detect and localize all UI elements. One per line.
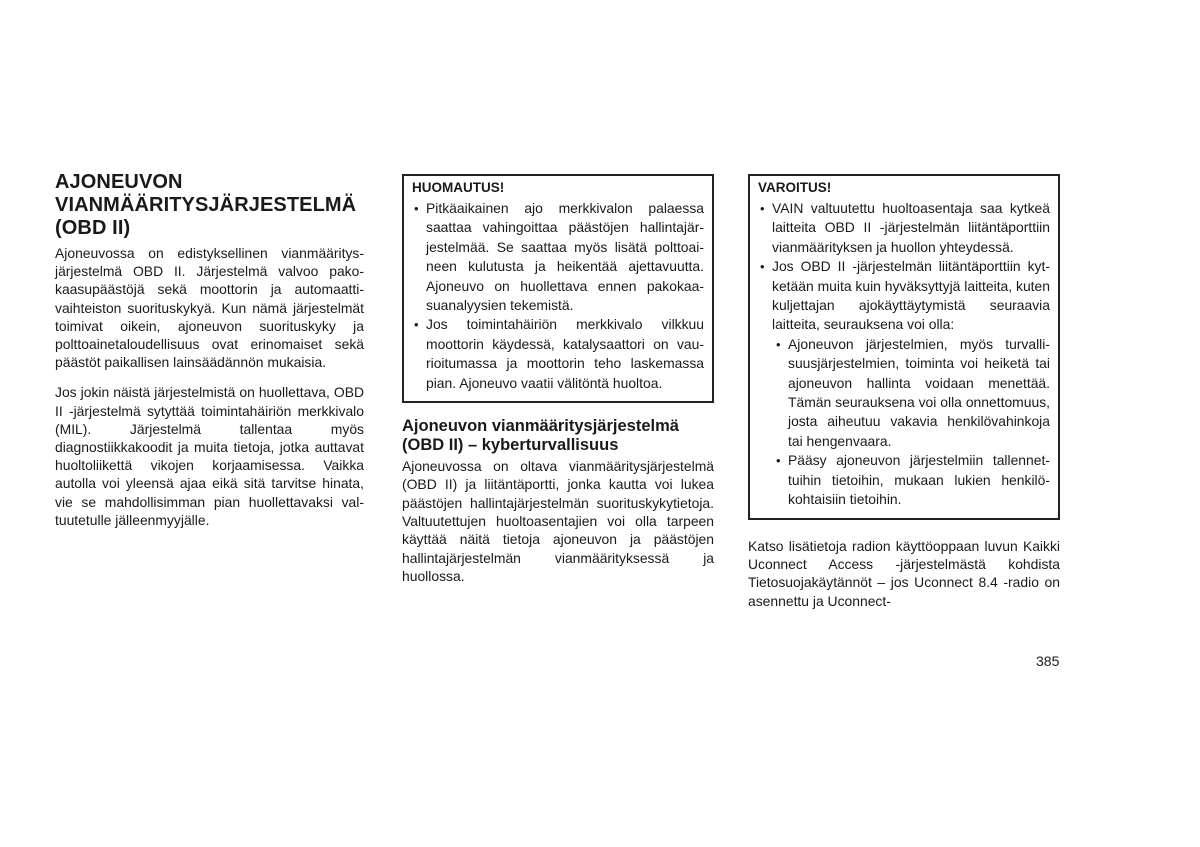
list-item-text: Jos toimintahäiriön merkkivalo vilkkuu moottorin käydessä, katalysaattori on vaurioitumassa ja moottorin teho laskemassa pian. Ajoneuvo vaatii välitöntä huoltoa. bbox=[426, 316, 704, 391]
heading-line: AJONEUVON bbox=[55, 171, 183, 193]
warning-box bbox=[748, 174, 1060, 520]
section-heading-obd bbox=[55, 171, 364, 240]
list-item-text: Pääsy ajoneuvon järjestelmiin tallennettuihin tietoihin, mukaan lukien henkilökohtaisiin tietoihin. bbox=[788, 452, 1050, 508]
obd-intro-paragraph: Ajoneuvossa on edistyksellinen vianmääritysjärjestelmä OBD II. Järjestelmä valvoo pakokaasupäästöjä sekä moottorin ja automaattivaihteiston suorituskykyä. Kun nämä järjestelmät toimivat oikein, ajoneuvon suorituskyky ja polttoainetaloudellisuus ovat erinomaiset sekä päästöt paikallisen lainsäädännön mukaisia. bbox=[55, 245, 364, 371]
list-item-text: Pitkäaikainen ajo merkkivalon palaessa saattaa vahingoittaa päästöjen hallintajärjestelmää. Se saattaa myös lisätä polttoaineen kulutusta ja heikentää ajettavuutta. Ajoneuvo on huollettava ennen pakokaasuanalyysien tekemistä. bbox=[426, 200, 704, 314]
list-item bbox=[772, 335, 1050, 451]
page-number: 385 bbox=[1036, 653, 1060, 669]
cybersecurity-heading: Ajoneuvon vianmääritysjärjestelmä (OBD II) – kyberturvallisuus bbox=[402, 417, 679, 455]
heading-line: (OBD II) bbox=[55, 217, 131, 239]
bullet-icon: • bbox=[776, 453, 781, 469]
list-item bbox=[772, 451, 1050, 509]
list-item-text: Jos OBD II -järjestelmän liitäntäporttiin kytketään muita kuin hyväksyttyjä laitteita, kuten kuljettajan ajokäyttäytymistä seuraavia laitteita, seurauksena voi olla: bbox=[772, 258, 1050, 333]
heading-line: VIANMÄÄRITYSJÄRJESTELMÄ bbox=[55, 194, 357, 216]
uconnect-reference-paragraph: Katso lisätietoja radion käyttöoppaan luvun Kaikki Uconnect Access -järjestelmästä kohdista Tietosuojakäytännöt – jos Uconnect 8.4 -radio on asennettu ja Uconnect- bbox=[748, 537, 1060, 609]
bullet-icon: • bbox=[414, 201, 419, 216]
bullet-icon: • bbox=[776, 336, 781, 352]
list-item bbox=[412, 315, 704, 393]
list-item bbox=[758, 199, 1050, 257]
right-column bbox=[748, 174, 1060, 622]
list-item bbox=[758, 257, 1050, 509]
list-item-text: Ajoneuvon järjestelmien, myös turvallisuusjärjestelmien, toiminta voi heiketä tai ajoneuvon hallinta voidaan menettää. Tämän seurauksena voi olla onnettomuus, josta aiheutuu vakavia henkilövahinkoja tai hengenvaara. bbox=[788, 335, 1050, 449]
warning-title: VAROITUS! bbox=[758, 180, 832, 195]
obd-service-paragraph: Jos jokin näistä järjestelmistä on huollettava, OBD II -järjestelmä sytyttää toimintahäiriön merkkivalo (MIL). Järjestelmä tallentaa myös diagnostiikkakoodit ja muita tietoja, jotka auttavat huoltoliikettä vikojen korjaamisessa. Vaikka autolla voi yleensä ajaa eikä sitä tarvitse hinata, vie se mahdollisimman pian huollettavaksi valtuutetulle jälleenmyyjälle. bbox=[55, 384, 364, 528]
list-item-text: VAIN valtuutettu huoltoasentaja saa kytkeä laitteita OBD II -järjestelmän liitäntäporttiin vianmäärityksen ja huollon yhteydessä. bbox=[772, 200, 1050, 255]
list-item bbox=[412, 199, 704, 315]
notice-box bbox=[402, 174, 714, 403]
notice-list bbox=[412, 199, 704, 393]
cybersecurity-paragraph: Ajoneuvossa on oltava vianmääritysjärjestelmä (OBD II) ja liitäntäportti, jonka kautta voi lukea päästöjen hallintajärjestelmän suorituskykytietoja. Valtuutettujen huoltoasentajien voi olla tarpeen käyttää näitä tietoja ajoneuvon ja päästöjen hallintajärjestelmän vianmäärityksessä ja huollossa. bbox=[402, 458, 714, 584]
notice-title: HUOMAUTUS! bbox=[412, 180, 505, 195]
warning-sublist bbox=[772, 335, 1050, 510]
bullet-icon: • bbox=[414, 317, 419, 333]
middle-column bbox=[402, 174, 714, 597]
left-column bbox=[55, 171, 364, 541]
bullet-icon: • bbox=[760, 259, 765, 275]
bullet-icon: • bbox=[760, 201, 765, 216]
warning-list bbox=[758, 199, 1050, 510]
